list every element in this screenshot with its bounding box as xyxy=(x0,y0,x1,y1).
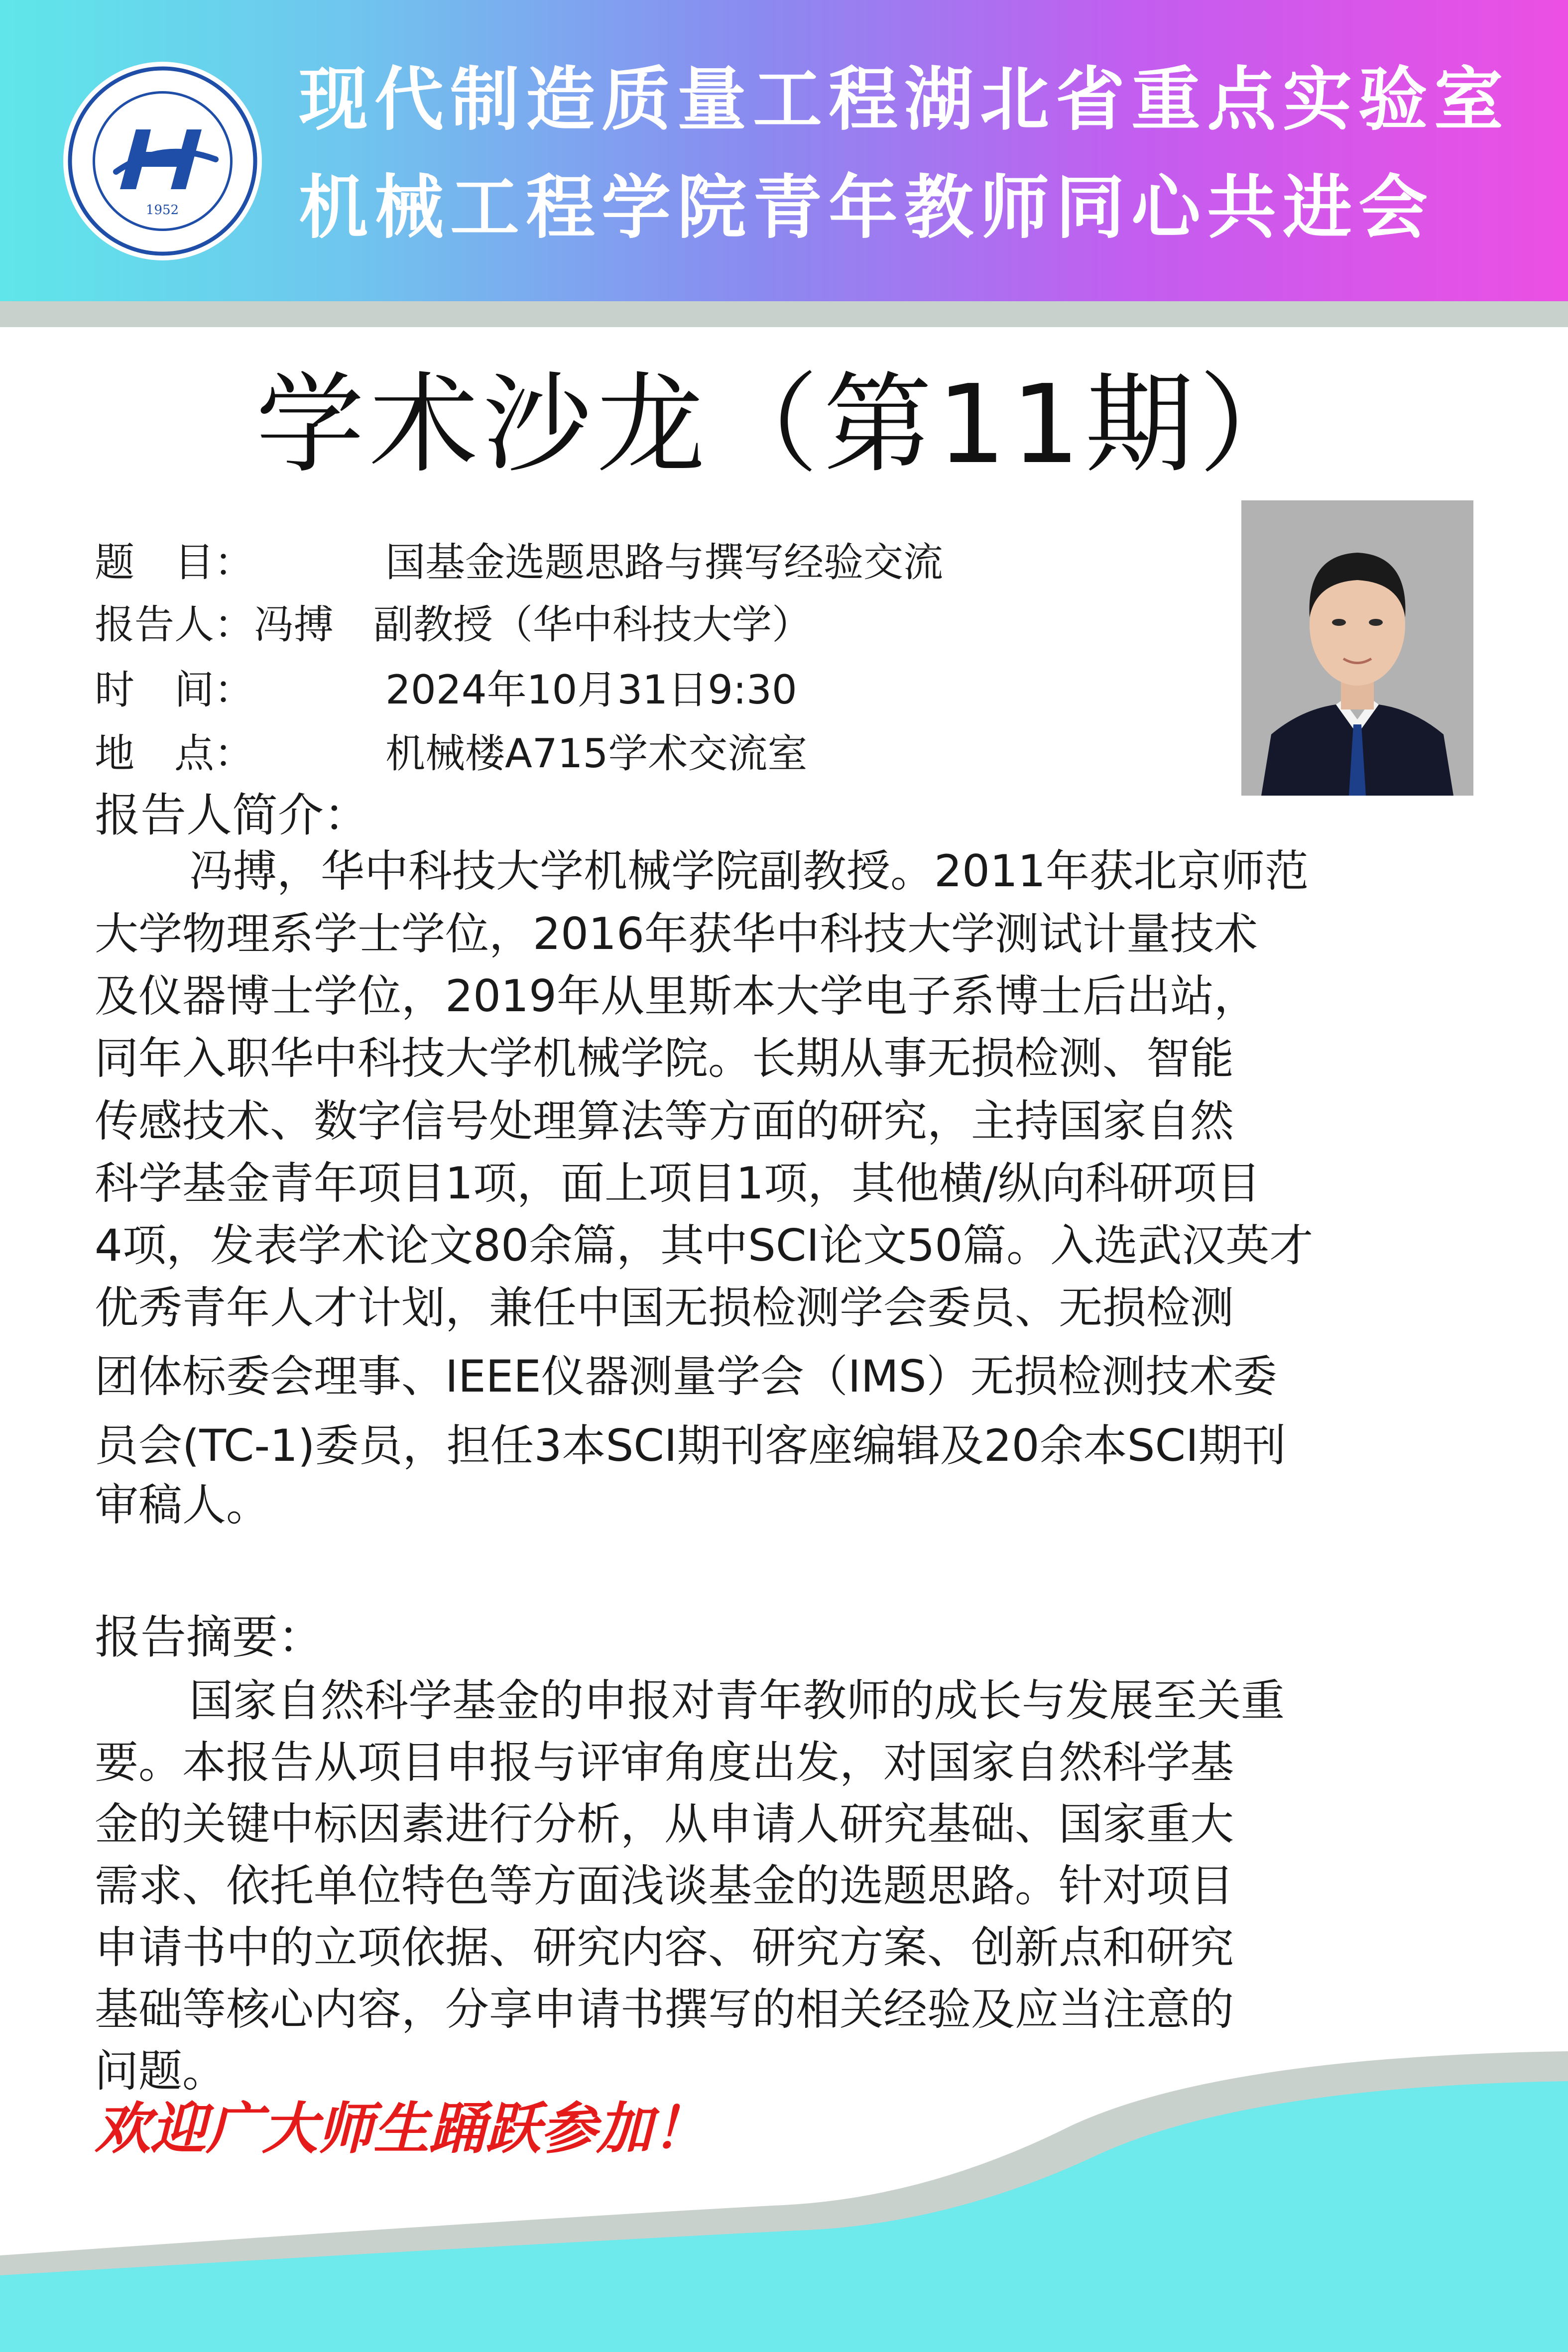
bio-line: 员会(TC-1)委员，担任3本SCI期刊客座编辑及20余本SCI期刊 xyxy=(95,1420,1286,1471)
speaker-portrait-icon xyxy=(1241,500,1473,796)
wave-icon xyxy=(0,2041,1568,2352)
info-speaker xyxy=(95,601,812,648)
bio-line: 及仪器博士学位，2019年从里斯本大学电子系博士后出站， xyxy=(95,970,1258,1022)
bio-line: 大学物理系学士学位，2016年获华中科技大学测试计量技术 xyxy=(95,908,1258,959)
header-banner xyxy=(0,0,1568,301)
place-label: 地 点： xyxy=(95,730,254,777)
speaker-label: 报告人： xyxy=(95,601,254,648)
speaker-photo xyxy=(1241,500,1473,796)
abstract-line: 金的关键中标因素进行分析，从申请人研究基础、国家重大 xyxy=(95,1798,1234,1850)
svg-text:1952: 1952 xyxy=(145,203,179,218)
place-value: 机械楼A715学术交流室 xyxy=(385,730,808,777)
bio-heading: 报告人简介： xyxy=(95,789,370,842)
time-value: 2024年10月31日9:30 xyxy=(385,667,797,713)
closing-invitation: 欢迎广大师生踊跃参加！ xyxy=(95,2096,708,2161)
abstract-line: 申请书中的立项依据、研究内容、研究方案、创新点和研究 xyxy=(95,1922,1234,1973)
university-logo-icon xyxy=(66,65,259,257)
bio-line: 审稿人。 xyxy=(95,1479,270,1530)
header-title-line2: 机械工程学院青年教师同心共进会 xyxy=(299,167,1434,248)
header-title-line1: 现代制造质量工程湖北省重点实验室 xyxy=(299,59,1510,140)
bio-line: 传感技术、数字信号处理算法等方面的研究，主持国家自然 xyxy=(95,1095,1234,1147)
abstract-line: 问题。 xyxy=(95,2045,227,2097)
abstract-line: 要。本报告从项目申报与评审角度出发，对国家自然科学基 xyxy=(95,1737,1234,1788)
university-logo xyxy=(66,65,259,257)
topic-label: 题 目： xyxy=(95,539,254,586)
topic-value: 国基金选题思路与撰写经验交流 xyxy=(385,539,943,586)
bio-line: 科学基金青年项目1项，面上项目1项，其他横/纵向科研项目 xyxy=(95,1158,1261,1209)
time-label: 时 间： xyxy=(95,667,254,713)
abstract-line: 基础等核心内容，分享申请书撰写的相关经验及应当注意的 xyxy=(95,1984,1234,2035)
page-title: 学术沙龙（第11期） xyxy=(255,362,1313,488)
header-divider xyxy=(0,301,1568,327)
bio-line: 4项，发表学术论文80余篇，其中SCI论文50篇。入选武汉英才 xyxy=(95,1220,1314,1271)
abstract-line: 需求、依托单位特色等方面浅谈基金的选题思路。针对项目 xyxy=(95,1860,1234,1911)
info-place xyxy=(95,730,808,777)
bio-line: 冯搏，华中科技大学机械学院副教授。2011年获北京师范 xyxy=(189,845,1309,897)
abstract-line: 国家自然科学基金的申报对青年教师的成长与发展至关重 xyxy=(189,1675,1285,1726)
abstract-heading: 报告摘要： xyxy=(95,1611,324,1664)
speaker-value: 冯搏 副教授（华中科技大学） xyxy=(254,601,812,648)
bio-line: 优秀青年人才计划，兼任中国无损检测学会委员、无损检测 xyxy=(95,1282,1234,1333)
info-time xyxy=(95,667,797,713)
bio-line: 团体标委会理事、IEEE仪器测量学会（IMS）无损检测技术委 xyxy=(95,1351,1277,1402)
bottom-wave-decoration xyxy=(0,2041,1568,2352)
info-topic xyxy=(95,539,943,586)
bio-line: 同年入职华中科技大学机械学院。长期从事无损检测、智能 xyxy=(95,1033,1234,1084)
